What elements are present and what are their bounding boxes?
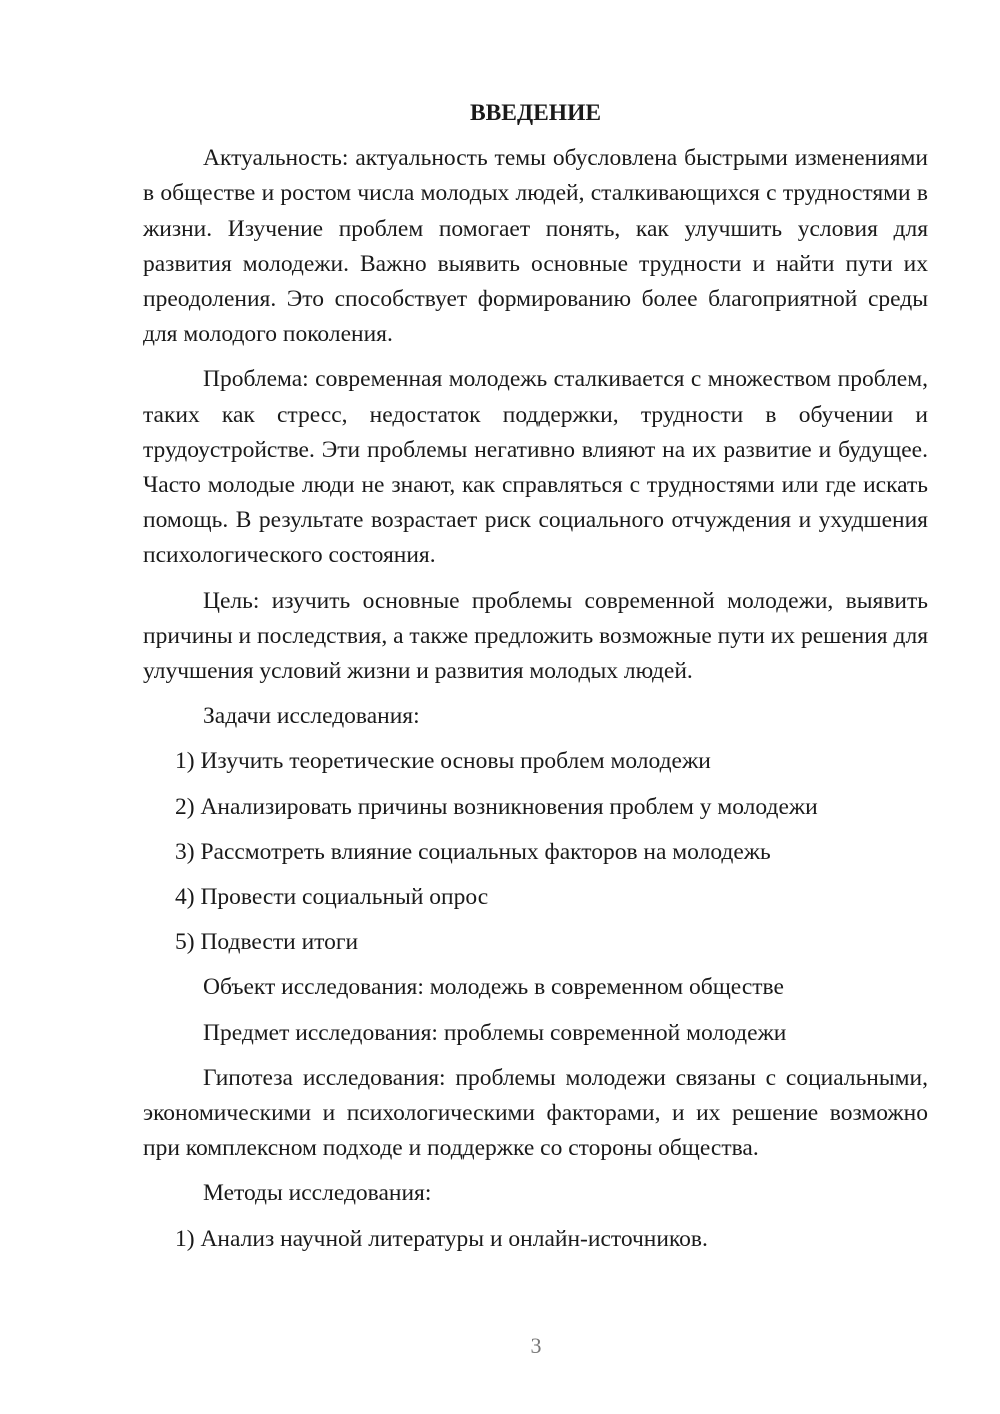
paragraph-subject: Предмет исследования: проблемы современной молодежи [203, 1019, 787, 1046]
page-content [143, 96, 928, 1267]
section-title: ВВЕДЕНИЕ [469, 100, 602, 126]
task-item-4: 4) Провести социальный опрос [175, 884, 489, 911]
task-item-1: 1) Изучить теоретические основы проблем молодежи [175, 748, 711, 775]
method-item-1: 1) Анализ научной литературы и онлайн-источников. [175, 1225, 708, 1252]
methods-heading: Методы исследования: [203, 1180, 432, 1207]
paragraph-hypothesis: Гипотеза исследования: проблемы молодежи связаны с социальными, экономическими и психологическими факторами, и их решение возможно при комплексном подходе и поддержке со стороны общества. [143, 1064, 928, 1162]
paragraph-relevance: Актуальность: актуальность темы обусловлена быстрыми изменениями в обществе и ростом числа молодых людей, сталкивающихся с трудностями в жизни. Изучение проблем помогает понять, как улучшить условия для развития молодежи. Важно выявить основные трудности и найти пути их преодоления. Это способствует формированию более благоприятной среды для молодого поколения. [143, 145, 928, 348]
paragraph-object: Объект исследования: молодежь в современном обществе [203, 974, 784, 1001]
page-number: 3 [530, 1333, 542, 1358]
task-item-3: 3) Рассмотреть влияние социальных факторов на молодежь [175, 838, 771, 865]
paragraph-goal: Цель: изучить основные проблемы современной молодежи, выявить причины и последствия, а также предложить возможные пути их решения для улучшения условий жизни и развития молодых людей. [143, 587, 928, 685]
task-item-5: 5) Подвести итоги [175, 929, 359, 956]
task-item-2: 2) Анализировать причины возникновения проблем у молодежи [175, 793, 818, 820]
paragraph-problem: Проблема: современная молодежь сталкивается с множеством проблем, таких как стресс, недостаток поддержки, трудности в обучении и трудоустройстве. Эти проблемы негативно влияют на их развитие и будущее. Часто молодые люди не знают, как справляться с трудностями или где искать помощь. В результате возрастает риск социального отчуждения и ухудшения психологического состояния. [143, 366, 928, 569]
tasks-heading: Задачи исследования: [203, 703, 420, 730]
